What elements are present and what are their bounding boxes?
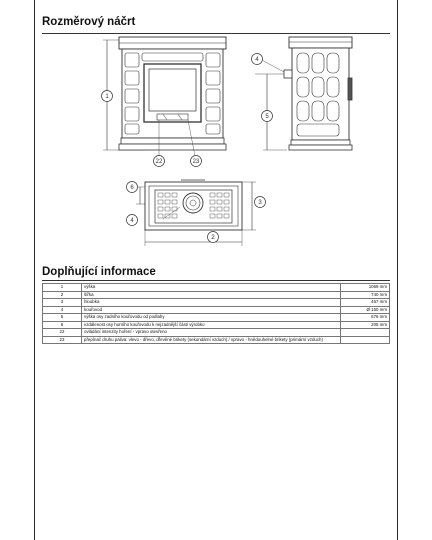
row-value: 467 mm (341, 299, 390, 307)
table-row (43, 329, 390, 337)
row-number: 3 (43, 299, 82, 307)
table-row (43, 321, 390, 329)
table-row (43, 291, 390, 299)
callout-23: 23 (192, 159, 200, 166)
row-label: šířka (82, 291, 341, 299)
table-row (43, 336, 390, 344)
spec-table (42, 283, 390, 344)
row-number: 1 (43, 284, 82, 292)
side-view-drawing (255, 37, 352, 150)
callout-1: 1 (105, 94, 109, 101)
callout-5: 5 (265, 114, 269, 121)
dimension-drawings (35, 0, 397, 262)
row-value: 676 mm (341, 314, 390, 322)
row-number: 23 (43, 336, 82, 344)
callout-3: 3 (258, 200, 262, 207)
row-label: přepínač druhu paliva: vlevo - dřevo, dřevěné brikety (sekundární vzduch) / vpravo - hnědouhelné brikety (primární vzduch) (82, 336, 341, 344)
row-number: 5 (43, 314, 82, 322)
row-number: 4 (43, 306, 82, 314)
table-row (43, 299, 390, 307)
front-view-drawing (103, 37, 226, 156)
info-heading-rule (42, 280, 390, 281)
row-number: 2 (43, 291, 82, 299)
callout-2: 2 (211, 235, 215, 242)
row-label: kouřovod (82, 306, 341, 314)
info-heading: Doplňující informace (42, 266, 156, 278)
row-label: výška (82, 284, 341, 292)
table-row (43, 284, 390, 292)
row-value (341, 329, 390, 337)
row-label: výška osy zadního kouřovodu od podlahy (82, 314, 341, 322)
row-label: hloubka (82, 299, 341, 307)
row-value: 205 mm (341, 321, 390, 329)
row-value (341, 336, 390, 344)
row-label: vzdálenost osy horního kouřovodu k nejzadnější části výrobku (82, 321, 341, 329)
sketch-heading: Rozměrový náčrt (42, 16, 136, 28)
callout-6: 6 (130, 185, 134, 192)
row-value: Ø 150 mm (341, 306, 390, 314)
callout-4-side: 4 (255, 57, 259, 64)
table-row (43, 306, 390, 314)
callout-4-top: 4 (130, 218, 134, 225)
row-number: 6 (43, 321, 82, 329)
row-value: 1069 mm (341, 284, 390, 292)
top-view-drawing (136, 180, 256, 246)
table-row (43, 314, 390, 322)
spec-sheet-page (34, 0, 398, 540)
row-number: 22 (43, 329, 82, 337)
callout-22: 22 (155, 159, 163, 166)
row-label: ovládání intenzity hoření - vpravo otevřeno (82, 329, 341, 337)
row-value: 740 mm (341, 291, 390, 299)
